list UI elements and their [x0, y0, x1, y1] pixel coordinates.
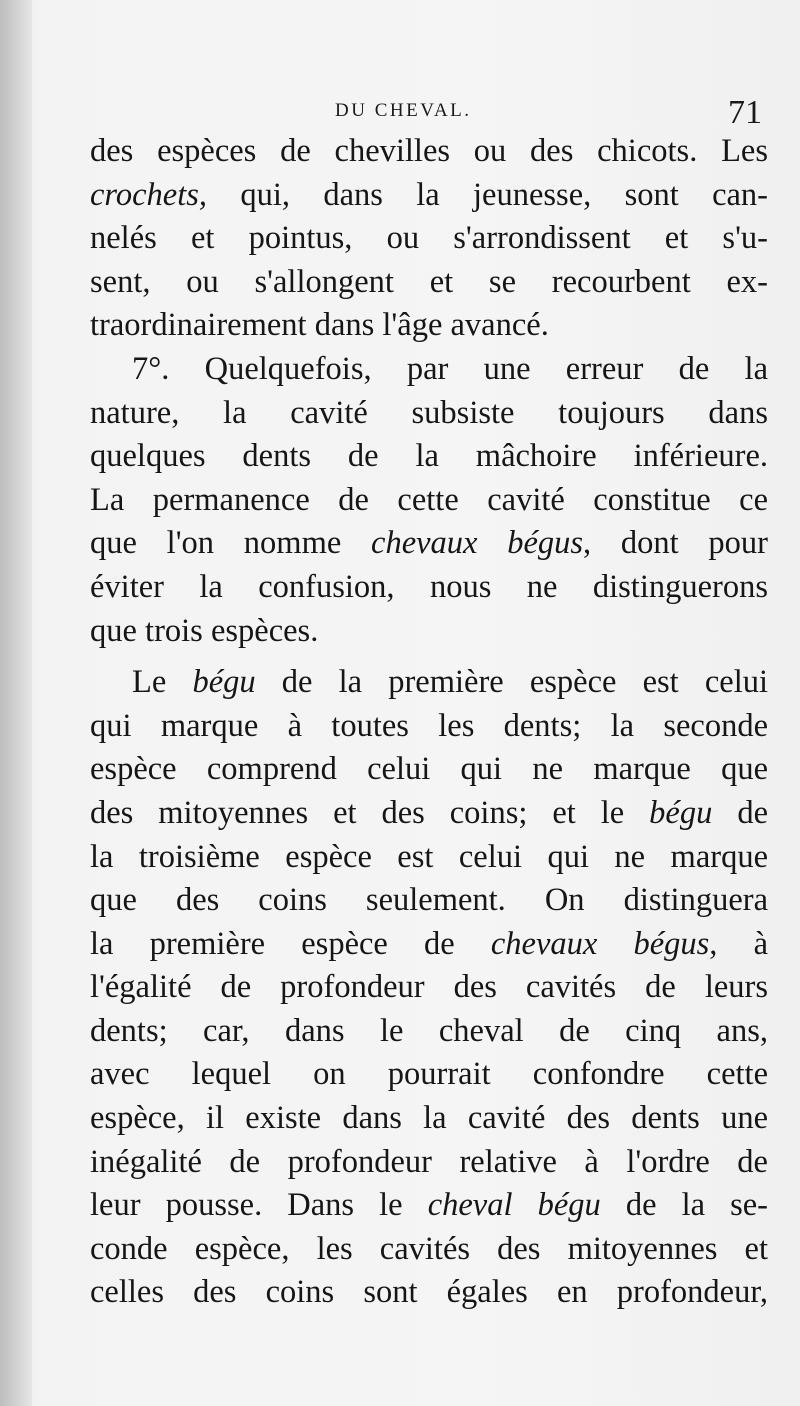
page-gutter-shadow [0, 0, 32, 1406]
body-text [90, 130, 768, 1315]
text-segment: celles des coins sont égales en profondeur, [90, 1274, 768, 1311]
text-line [90, 1010, 768, 1054]
text-line [90, 130, 768, 174]
text-line [90, 566, 768, 610]
italic-term: chevaux bégus [490, 925, 710, 962]
text-segment: La permanence de cette cavité constitue ce [90, 481, 768, 518]
text-line [90, 261, 768, 305]
text-segment: nature, la cavité subsiste toujours dans [90, 394, 768, 431]
text-segment: l'égalité de profondeur des cavités de leurs [90, 969, 768, 1006]
text-segment: quelques dents de la mâchoire inférieure. [90, 438, 768, 475]
text-line [90, 661, 768, 705]
text-line [90, 748, 768, 792]
text-segment: , à [709, 925, 768, 962]
text-line [90, 1271, 768, 1315]
text-segment: 7°. Quelquefois, par une erreur de la [132, 350, 768, 387]
text-segment: nelés et pointus, ou s'arrondissent et s'u- [90, 220, 768, 257]
text-line [90, 923, 768, 967]
text-segment: que des coins seulement. On distinguera [90, 882, 768, 919]
running-title: DU CHEVAL. [335, 100, 472, 121]
text-line [90, 610, 768, 654]
text-segment: de la première espèce est celui [255, 664, 769, 701]
text-segment: des mitoyennes et des coins; et le [90, 794, 650, 831]
text-segment: de la se- [600, 1187, 769, 1224]
text-segment: la première espèce de [90, 925, 491, 962]
text-line [90, 1097, 768, 1141]
text-line [90, 522, 768, 566]
text-segment: de [712, 794, 768, 831]
text-segment: espèce, il existe dans la cavité des dents une [90, 1100, 768, 1137]
text-segment: leur pousse. Dans le [90, 1187, 428, 1224]
text-line [90, 174, 768, 218]
text-line [90, 879, 768, 923]
text-line [90, 705, 768, 749]
text-line [90, 966, 768, 1010]
italic-term: crochets, [90, 176, 208, 213]
text-segment: , dont pour [583, 525, 768, 562]
text-line [90, 1141, 768, 1185]
text-line [90, 217, 768, 261]
text-segment: avec lequel on pourrait confondre cette [90, 1056, 768, 1093]
text-line [90, 1184, 768, 1228]
text-segment: qui marque à toutes les dents; la seconde [90, 707, 768, 744]
text-segment: que l'on nomme [90, 525, 372, 562]
text-line [90, 1053, 768, 1097]
text-segment: des espèces de chevilles ou des chicots. Les [90, 133, 768, 169]
text-line [90, 348, 768, 392]
text-segment: sent, ou s'allongent et se recourbent ex- [90, 263, 768, 300]
italic-term: bégu [649, 794, 713, 831]
text-line [90, 792, 768, 836]
text-line [90, 479, 768, 523]
text-segment: dents; car, dans le cheval de cinq ans, [90, 1012, 768, 1049]
italic-term: cheval bégu [427, 1187, 601, 1224]
text-segment: qui, dans la jeunesse, sont can- [207, 176, 768, 213]
text-segment: conde espèce, les cavités des mitoyennes et [90, 1230, 768, 1267]
text-segment: la troisième espèce est celui qui ne marque [90, 838, 768, 875]
text-segment: inégalité de profondeur relative à l'ordre de [90, 1143, 768, 1180]
page-number: 71 [728, 94, 762, 131]
text-line [90, 304, 768, 348]
text-line [90, 435, 768, 479]
text-segment: que trois espèces. [90, 612, 319, 649]
text-segment: espèce comprend celui qui ne marque que [90, 751, 768, 788]
text-line [90, 392, 768, 436]
italic-term: bégu [192, 664, 256, 701]
text-segment: Le [132, 664, 193, 701]
text-segment: traordinairement dans l'âge avancé. [90, 307, 549, 344]
text-segment: éviter la confusion, nous ne distinguerons [90, 568, 768, 605]
text-line [90, 1228, 768, 1272]
italic-term: chevaux bégus [371, 525, 584, 562]
text-line [90, 836, 768, 880]
